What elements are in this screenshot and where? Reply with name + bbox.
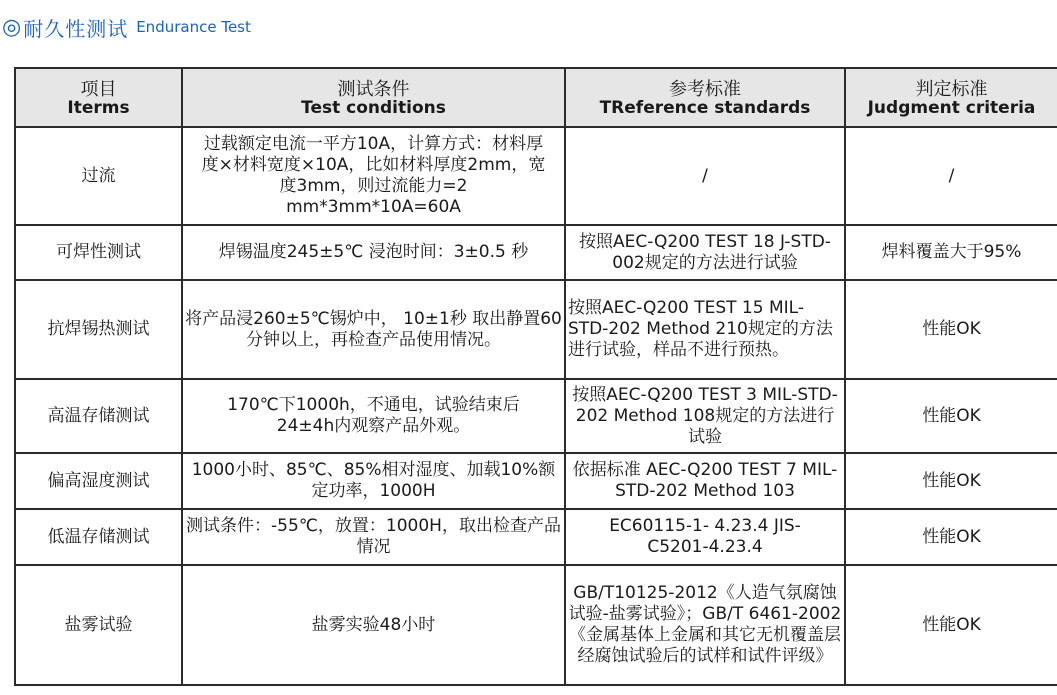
condition-cell: 170℃下1000h，不通电，试验结束后24±4h内观察产品外观。 — [182, 379, 565, 453]
standard-cell: 按照AEC-Q200 TEST 3 MIL-STD-202 Method 108规定的方法进行试验 — [565, 379, 845, 453]
standard-cell: EC60115-1- 4.23.4 JIS-C5201-4.23.4 — [565, 509, 845, 565]
header-criteria-en: Judgment criteria — [867, 97, 1036, 118]
table-header-row — [15, 68, 1057, 127]
item-cell: 低温存储测试 — [15, 509, 182, 565]
criteria-cell: 性能OK — [845, 509, 1057, 565]
condition-cell: 焊锡温度245±5℃ 浸泡时间：3±0.5 秒 — [182, 225, 565, 280]
standard-cell: 依据标准 AEC-Q200 TEST 7 MIL-STD-202 Method 103 — [565, 453, 845, 509]
header-items — [15, 68, 182, 127]
header-items-en: Iterms — [67, 97, 130, 118]
item-cell: 高温存储测试 — [15, 379, 182, 453]
criteria-cell: 性能OK — [845, 379, 1057, 453]
circle-bullet-icon: ◎ — [2, 14, 22, 40]
criteria-cell: 性能OK — [845, 453, 1057, 509]
table-row — [15, 565, 1057, 685]
item-cell: 偏高湿度测试 — [15, 453, 182, 509]
header-standards — [565, 68, 845, 127]
header-criteria-zh: 判定标准 — [915, 78, 988, 100]
condition-cell: 1000小时、85℃、85%相对湿度、加载10%额定功率，1000H — [182, 453, 565, 509]
endurance-test-table — [14, 67, 1057, 686]
condition-cell: 将产品浸260±5℃锡炉中， 10±1秒 取出静置60分钟以上，再检查产品使用情况。 — [182, 280, 565, 379]
item-cell: 抗焊锡热测试 — [15, 280, 182, 379]
table-row — [15, 453, 1057, 509]
table-row — [15, 225, 1057, 280]
table-row — [15, 379, 1057, 453]
section-title-zh: 耐久性测试 — [23, 16, 129, 41]
condition-cell: 测试条件：-55℃，放置：1000H，取出检查产品情况 — [182, 509, 565, 565]
standard-cell: / — [565, 127, 845, 225]
section-heading — [2, 12, 251, 42]
item-cell: 可焊性测试 — [15, 225, 182, 280]
criteria-cell: / — [845, 127, 1057, 225]
standard-cell: GB/T10125-2012《人造气氛腐蚀试验-盐雾试验》；GB/T 6461-2002《金属基体上金属和其它无机覆盖层经腐蚀试验后的试样和试件评级》 — [565, 565, 845, 685]
header-conditions-en: Test conditions — [301, 97, 446, 118]
header-conditions — [182, 68, 565, 127]
header-standards-en: TReference standards — [599, 97, 811, 118]
condition-cell: 盐雾实验48小时 — [182, 565, 565, 685]
item-cell: 过流 — [15, 127, 182, 225]
header-standards-zh: 参考标准 — [669, 78, 741, 100]
table-row — [15, 509, 1057, 565]
criteria-cell: 焊料覆盖大于95% — [845, 225, 1057, 280]
criteria-cell: 性能OK — [845, 565, 1057, 685]
header-items-zh: 项目 — [80, 78, 117, 100]
section-title-en: Endurance Test — [136, 18, 251, 36]
standard-cell: 按照AEC-Q200 TEST 18 J-STD-002规定的方法进行试验 — [565, 225, 845, 280]
header-criteria — [845, 68, 1057, 127]
condition-cell: 过载额定电流一平方10A，计算方式：材料厚度×材料宽度×10A，比如材料厚度2mm，宽度3mm，则过流能力=2 mm*3mm*10A=60A — [182, 127, 565, 225]
table-row — [15, 127, 1057, 225]
standard-cell: 按照AEC-Q200 TEST 15 MIL-STD-202 Method 210规定的方法进行试验，样品不进行预热。 — [565, 280, 845, 379]
table-row — [15, 280, 1057, 379]
item-cell: 盐雾试验 — [15, 565, 182, 685]
criteria-cell: 性能OK — [845, 280, 1057, 379]
header-conditions-zh: 测试条件 — [337, 78, 410, 100]
